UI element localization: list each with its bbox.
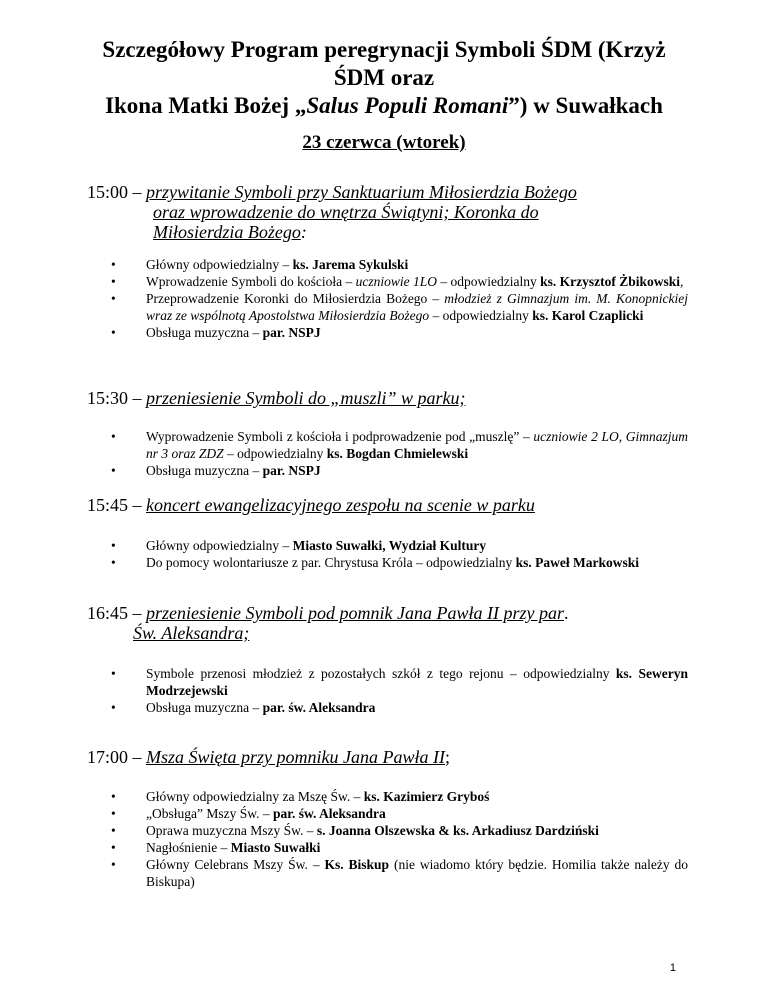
list-item: • Obsługa muzyczna – par. NSPJ [0, 462, 768, 479]
list-item: • Wyprowadzenie Symboli z kościoła i podprowadzenie pod „muszlę” – uczniowie 2 LO, Gimnazjum nr 3 oraz ZDZ – odpowiedzialny ks. Bogdan Chmielewski [0, 428, 768, 462]
section-5-time: 17:00 – [87, 747, 147, 767]
section-1-time: 15:00 – [87, 182, 147, 202]
title-line-3-a: Ikona Matki Bożej „ [105, 93, 307, 118]
section-4-time: 16:45 – [87, 603, 147, 623]
list-item: • Przeprowadzenie Koronki do Miłosierdzia Bożego – młodzież z Gimnazjum im. M. Konopnickiej wraz ze wspólnotą Apostolstwa Miłosierdzia Bożego – odpowiedzialny ks. Karol Czaplicki [0, 290, 768, 324]
section-2-list [0, 428, 768, 479]
list-item: • Oprawa muzyczna Mszy Św. – s. Joanna Olszewska & ks. Arkadiusz Dardziński [0, 822, 768, 839]
document-title [60, 36, 708, 120]
section-2-title: przeniesienie Symboli do „muszli” w parku; [146, 388, 466, 408]
list-item: • Główny odpowiedzialny – ks. Jarema Sykulski [0, 256, 768, 273]
list-item: • „Obsługa” Mszy Św. – par. św. Aleksandra [0, 805, 768, 822]
section-1-colon: : [300, 222, 307, 242]
section-1-title-3: Miłosierdzia Bożego [153, 222, 301, 242]
section-1-title-2: oraz wprowadzenie do wnętrza Świątyni; Koronka do [153, 202, 539, 222]
section-4-title-2: Św. Aleksandra; [133, 623, 250, 643]
title-line-2: ŚDM oraz [333, 65, 435, 90]
list-item: • Nagłośnienie – Miasto Suwałki [0, 839, 768, 856]
section-5-heading [87, 747, 687, 767]
section-3-heading [87, 495, 687, 515]
list-item: • Symbole przenosi młodzież z pozostałych szkół z tego rejonu – odpowiedzialny ks. Seweryn Modrzejewski [0, 665, 768, 699]
section-1-list [0, 256, 768, 341]
section-2-heading [87, 388, 687, 408]
section-3-time: 15:45 – [87, 495, 147, 515]
section-4-heading [87, 603, 687, 643]
list-item: • Główny odpowiedzialny za Mszę Św. – ks. Kazimierz Gryboś [0, 788, 768, 805]
section-4-dot: . [563, 603, 569, 623]
section-5-title: Msza Święta przy pomniku Jana Pawła II [146, 747, 445, 767]
section-5-semicolon: ; [444, 747, 450, 767]
section-4-list [0, 665, 768, 716]
section-1-title-1: przywitanie Symboli przy Sanktuarium Miłosierdzia Bożego [146, 182, 577, 202]
list-item: • Główny odpowiedzialny – Miasto Suwałki, Wydział Kultury [0, 537, 768, 554]
title-line-1: Szczegółowy Program peregrynacji Symboli ŚDM (Krzyż [102, 37, 666, 62]
page-number: 1 [669, 962, 676, 974]
section-3-list [0, 537, 768, 571]
section-4-title-1: przeniesienie Symboli pod pomnik Jana Pawła II przy par [146, 603, 564, 623]
title-line-3-b: ”) w Suwałkach [508, 93, 663, 118]
section-5-list [0, 788, 768, 890]
section-1-heading [87, 182, 687, 242]
section-3-title: koncert ewangelizacyjnego zespołu na scenie w parku [146, 495, 535, 515]
title-line-3-italic: Salus Populi Romani [306, 93, 509, 118]
list-item: • Obsługa muzyczna – par. św. Aleksandra [0, 699, 768, 716]
section-2-time: 15:30 – [87, 388, 147, 408]
title-line-3 [60, 92, 708, 120]
list-item: • Wprowadzenie Symboli do kościoła – uczniowie 1LO – odpowiedzialny ks. Krzysztof Żbikowski, [0, 273, 768, 290]
list-item: • Do pomocy wolontariusze z par. Chrystusa Króla – odpowiedzialny ks. Paweł Markowski [0, 554, 768, 571]
date-heading: 23 czerwca (wtorek) [302, 132, 466, 153]
list-item: • Obsługa muzyczna – par. NSPJ [0, 324, 768, 341]
list-item: • Główny Celebrans Mszy Św. – Ks. Biskup (nie wiadomo który będzie. Homilia także należy do Biskupa) [0, 856, 768, 890]
